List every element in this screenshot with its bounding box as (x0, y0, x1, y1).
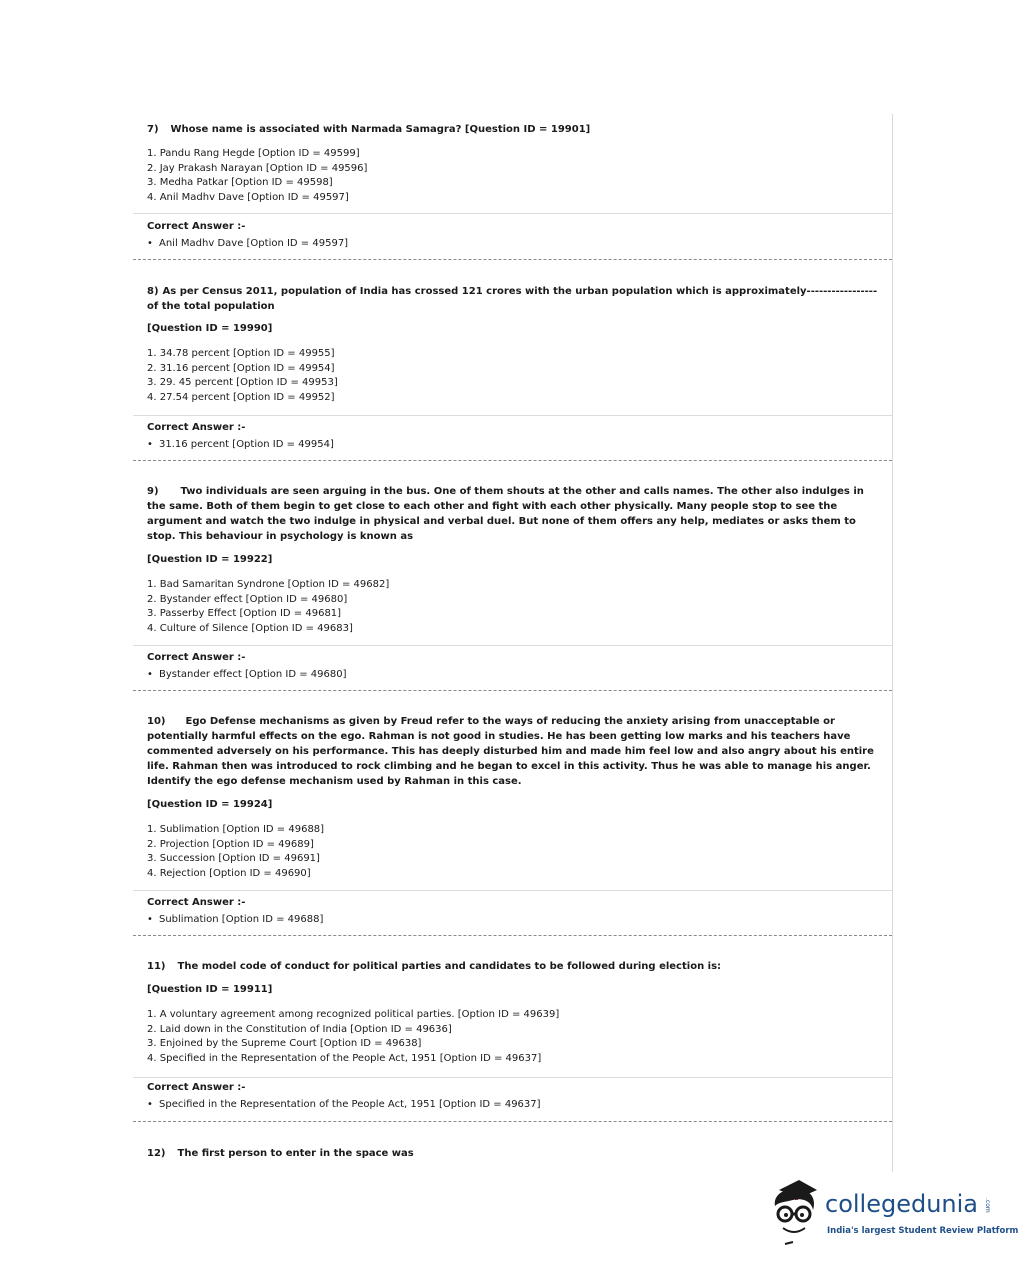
correct-answer-label: Correct Answer :- (147, 897, 246, 908)
option: 3. Medha Patkar [Option ID = 49598] (147, 177, 333, 189)
question-text: 10) Ego Defense mechanisms as given by Freud refer to the ways of reducing the anxiety arising from unacceptable or potentially harmful effects on the ego. Rahman is not good in studies. He has been getting low marks and his teachers have commented adversely on his performance. This has deeply disturbed him and made him feel low and also angry about his entire life. Rahman then was introduced to rock climbing and he began to excel in this activity. Thus he was able to manage his anger. Identify the ego defense mechanism used by Rahman in this case. (147, 716, 874, 787)
question-separator (133, 690, 892, 691)
logo-wordmark: collegedunia (825, 1190, 979, 1218)
option: 3. Enjoined by the Supreme Court [Option ID = 49638] (147, 1038, 422, 1050)
option: 4. Anil Madhv Dave [Option ID = 49597] (147, 192, 349, 204)
question-id: [Question ID = 19911] (147, 984, 273, 995)
options-list (147, 1008, 559, 1067)
question-7 (133, 122, 892, 252)
options-list (147, 147, 367, 206)
correct-answer-label: Correct Answer :- (147, 422, 246, 433)
correct-answer: • Bystander effect [Option ID = 49680] (147, 669, 347, 680)
question-10 (133, 714, 892, 930)
question-separator (133, 259, 892, 260)
question-text: 9) Two individuals are seen arguing in the bus. One of them shouts at the other and calls names. The other also indulges in the same. Both of them begin to get close to each other and fight with each other physically. Many people stop to see the argument and watch the two indulge in physical and verbal duel. But none of them offers any help, mediates or asks them to stop. This behaviour in psychology is known as (147, 486, 864, 542)
question-separator (133, 935, 892, 936)
logo-domain: .com (984, 1198, 991, 1213)
question-12 (133, 1146, 892, 1166)
question-id: [Question ID = 19922] (147, 554, 273, 565)
correct-answer: • Specified in the Representation of the People Act, 1951 [Option ID = 49637] (147, 1099, 541, 1110)
divider (133, 213, 892, 214)
question-8 (133, 284, 892, 454)
option: 4. Culture of Silence [Option ID = 49683] (147, 623, 353, 635)
option: 2. Projection [Option ID = 49689] (147, 838, 314, 850)
question-text: 8) As per Census 2011, population of India has crossed 121 crores with the urban population which is approximately-----------------of the total population (147, 286, 878, 312)
option: 4. Specified in the Representation of the People Act, 1951 [Option ID = 49637] (147, 1053, 542, 1065)
divider (133, 415, 892, 416)
question-11 (133, 959, 892, 1119)
divider (133, 1077, 892, 1078)
option: 2. Jay Prakash Narayan [Option ID = 49596] (147, 162, 368, 174)
question-text: 7) Whose name is associated with Narmada Samagra? [Question ID = 19901] (147, 124, 591, 135)
correct-answer-label: Correct Answer :- (147, 221, 246, 232)
divider (133, 645, 892, 646)
question-separator (133, 460, 892, 461)
option: 4. Rejection [Option ID = 49690] (147, 868, 311, 880)
option: 1. Sublimation [Option ID = 49688] (147, 824, 325, 835)
correct-answer-label: Correct Answer :- (147, 1082, 246, 1093)
question-text: 11) The model code of conduct for political parties and candidates to be followed during election is: (147, 961, 722, 972)
options-list (147, 347, 338, 406)
logo-tagline: India's largest Student Review Platform (827, 1226, 1019, 1236)
option: 1. A voluntary agreement among recognized political parties. [Option ID = 49639] (147, 1009, 560, 1020)
option: 1. 34.78 percent [Option ID = 49955] (147, 348, 335, 359)
option: 1. Bad Samaritan Syndrone [Option ID = 49682] (147, 579, 390, 590)
question-9 (133, 484, 892, 684)
option: 2. Laid down in the Constitution of India [Option ID = 49636] (147, 1023, 452, 1035)
mascot-icon (765, 1176, 825, 1251)
correct-answer: • 31.16 percent [Option ID = 49954] (147, 439, 334, 450)
option: 1. Pandu Rang Hegde [Option ID = 49599] (147, 148, 360, 159)
option: 3. Passerby Effect [Option ID = 49681] (147, 608, 342, 620)
options-list (147, 823, 324, 882)
divider (133, 890, 892, 891)
collegedunia-logo (765, 1176, 1019, 1256)
question-separator (133, 1121, 892, 1122)
question-id: [Question ID = 19990] (147, 323, 273, 334)
question-text: 12) The first person to enter in the space was (147, 1148, 414, 1159)
correct-answer-label: Correct Answer :- (147, 652, 246, 663)
correct-answer: • Sublimation [Option ID = 49688] (147, 914, 324, 925)
option: 2. 31.16 percent [Option ID = 49954] (147, 362, 335, 374)
option: 3. 29. 45 percent [Option ID = 49953] (147, 377, 338, 389)
options-list (147, 578, 389, 637)
correct-answer: • Anil Madhv Dave [Option ID = 49597] (147, 238, 349, 249)
question-id: [Question ID = 19924] (147, 799, 273, 810)
option: 2. Bystander effect [Option ID = 49680] (147, 593, 348, 605)
option: 3. Succession [Option ID = 49691] (147, 853, 320, 865)
option: 4. 27.54 percent [Option ID = 49952] (147, 392, 335, 404)
